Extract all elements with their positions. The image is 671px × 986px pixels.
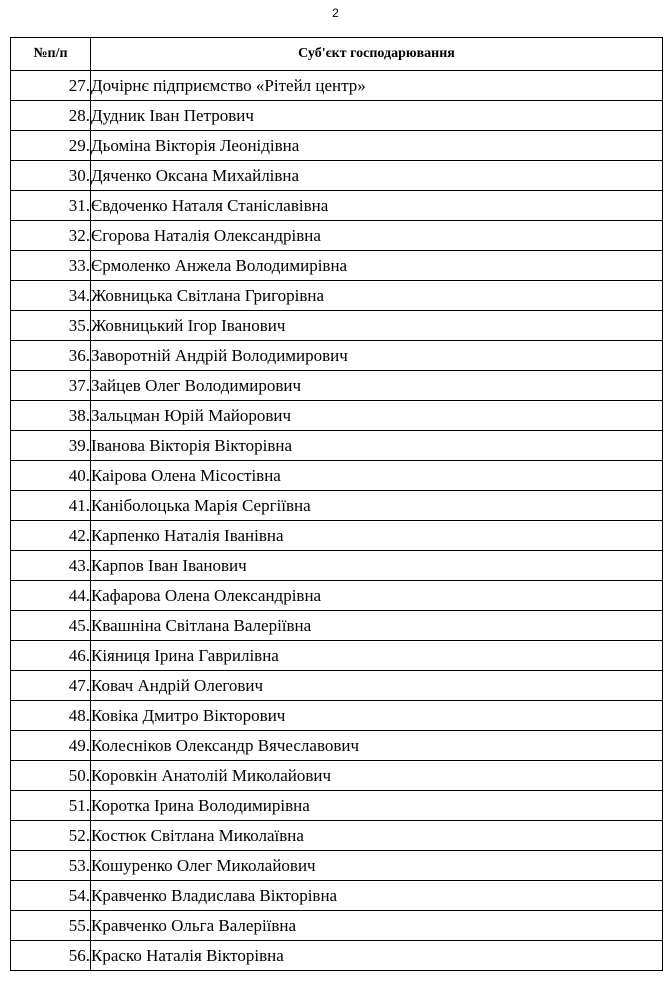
entity-name: Дяченко Оксана Михайлівна [91, 161, 663, 191]
entity-name: Кошуренко Олег Миколайович [91, 851, 663, 881]
row-number: 36. [11, 341, 91, 371]
entity-name: Кравченко Владислава Вікторівна [91, 881, 663, 911]
entity-name: Жовницький Ігор Іванович [91, 311, 663, 341]
row-number: 27. [11, 71, 91, 101]
table-row [11, 911, 663, 941]
table-row [11, 251, 663, 281]
row-number: 51. [11, 791, 91, 821]
row-number: 28. [11, 101, 91, 131]
entity-name: Єрмоленко Анжела Володимирівна [91, 251, 663, 281]
table-row [11, 851, 663, 881]
entity-name: Карпенко Наталія Іванівна [91, 521, 663, 551]
table-body [11, 71, 663, 971]
table-row [11, 671, 663, 701]
table-row [11, 611, 663, 641]
row-number: 55. [11, 911, 91, 941]
table-row [11, 401, 663, 431]
row-number: 30. [11, 161, 91, 191]
entity-name: Ковіка Дмитро Вікторович [91, 701, 663, 731]
row-number: 31. [11, 191, 91, 221]
entity-name: Кравченко Ольга Валеріївна [91, 911, 663, 941]
entity-name: Іванова Вікторія Вікторівна [91, 431, 663, 461]
row-number: 37. [11, 371, 91, 401]
row-number: 29. [11, 131, 91, 161]
row-number: 54. [11, 881, 91, 911]
table-row [11, 791, 663, 821]
table-row [11, 941, 663, 971]
entity-name: Коровкін Анатолій Миколайович [91, 761, 663, 791]
entity-name: Жовницька Світлана Григорівна [91, 281, 663, 311]
row-number: 38. [11, 401, 91, 431]
row-number: 43. [11, 551, 91, 581]
entity-name: Коротка Ірина Володимирівна [91, 791, 663, 821]
row-number: 48. [11, 701, 91, 731]
table-header [11, 38, 663, 71]
registry-table [10, 37, 663, 971]
row-number: 33. [11, 251, 91, 281]
table-row [11, 821, 663, 851]
entity-name: Кіяниця Ірина Гаврилівна [91, 641, 663, 671]
row-number: 56. [11, 941, 91, 971]
table-row [11, 161, 663, 191]
entity-name: Краско Наталія Вікторівна [91, 941, 663, 971]
entity-name: Зальцман Юрій Майорович [91, 401, 663, 431]
table-row [11, 341, 663, 371]
row-number: 50. [11, 761, 91, 791]
row-number: 46. [11, 641, 91, 671]
table-row [11, 731, 663, 761]
entity-name: Дудник Іван Петрович [91, 101, 663, 131]
table-row [11, 431, 663, 461]
table-row [11, 641, 663, 671]
entity-name: Каірова Олена Місостівна [91, 461, 663, 491]
table-row [11, 521, 663, 551]
row-number: 53. [11, 851, 91, 881]
entity-name: Заворотній Андрій Володимирович [91, 341, 663, 371]
entity-name: Дочірнє підприємство «Рітейл центр» [91, 71, 663, 101]
row-number: 39. [11, 431, 91, 461]
table-row [11, 191, 663, 221]
table-row [11, 761, 663, 791]
row-number: 42. [11, 521, 91, 551]
row-number: 32. [11, 221, 91, 251]
table-row [11, 701, 663, 731]
row-number: 45. [11, 611, 91, 641]
table-row [11, 281, 663, 311]
header-row [11, 38, 663, 71]
header-number: №п/п [11, 38, 91, 71]
row-number: 47. [11, 671, 91, 701]
entity-name: Зайцев Олег Володимирович [91, 371, 663, 401]
entity-name: Колесніков Олександр Вячеславович [91, 731, 663, 761]
row-number: 44. [11, 581, 91, 611]
entity-name: Єгорова Наталія Олександрівна [91, 221, 663, 251]
table-row [11, 491, 663, 521]
row-number: 49. [11, 731, 91, 761]
entity-name: Кафарова Олена Олександрівна [91, 581, 663, 611]
entity-name: Карпов Іван Іванович [91, 551, 663, 581]
page-number: 2 [332, 6, 339, 20]
table-row [11, 221, 663, 251]
table-row [11, 581, 663, 611]
entity-name: Каніболоцька Марія Сергіївна [91, 491, 663, 521]
row-number: 35. [11, 311, 91, 341]
table-row [11, 551, 663, 581]
row-number: 52. [11, 821, 91, 851]
table-row [11, 461, 663, 491]
entity-name: Костюк Світлана Миколаївна [91, 821, 663, 851]
table-row [11, 371, 663, 401]
header-entity: Суб'єкт господарювання [91, 38, 663, 71]
table-row [11, 311, 663, 341]
row-number: 34. [11, 281, 91, 311]
table-row [11, 101, 663, 131]
entity-name: Ковач Андрій Олегович [91, 671, 663, 701]
table-row [11, 131, 663, 161]
entity-name: Дьоміна Вікторія Леонідівна [91, 131, 663, 161]
table-row [11, 881, 663, 911]
entity-name: Квашніна Світлана Валеріївна [91, 611, 663, 641]
row-number: 40. [11, 461, 91, 491]
entity-name: Євдоченко Наталя Станіславівна [91, 191, 663, 221]
table-row [11, 71, 663, 101]
row-number: 41. [11, 491, 91, 521]
